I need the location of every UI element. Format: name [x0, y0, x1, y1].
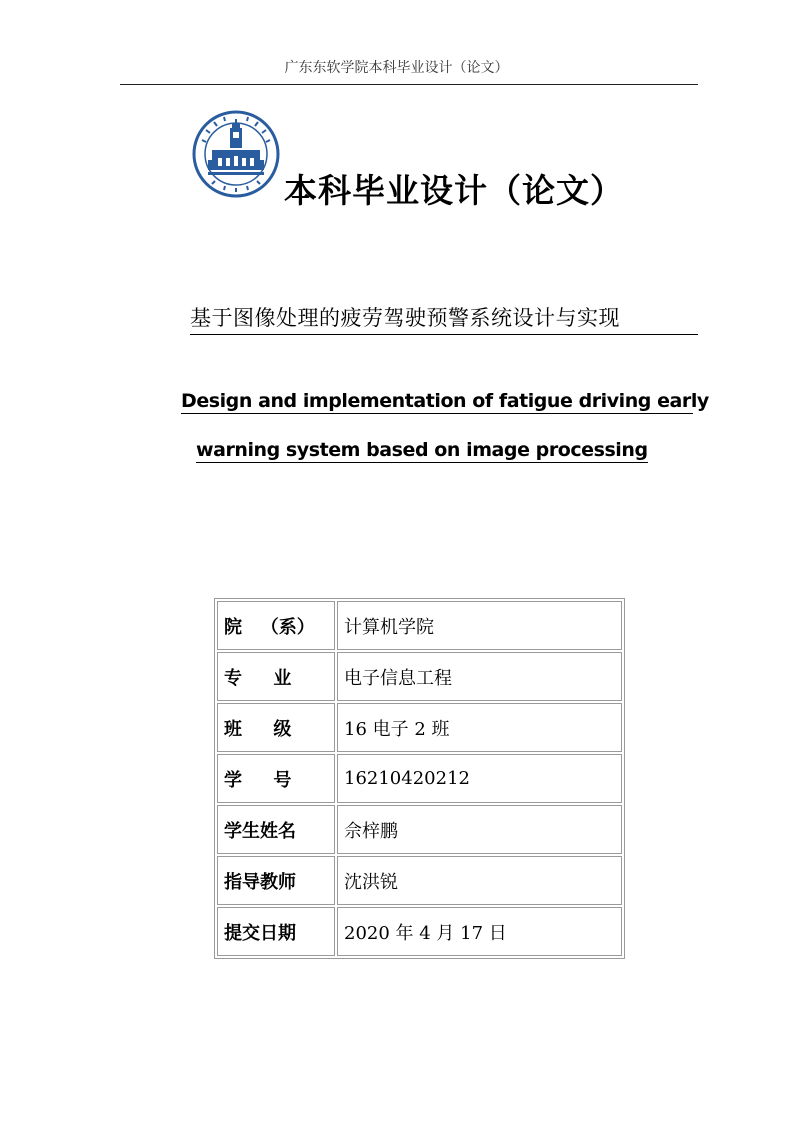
header-divider — [120, 84, 698, 85]
major-value: 电子信息工程 — [337, 652, 622, 701]
advisor-value: 沈洪锐 — [337, 856, 622, 905]
advisor-label: 指导教师 — [217, 856, 335, 905]
table-row — [217, 907, 622, 956]
table-row — [217, 652, 622, 701]
submission-date-value: 2020 年 4 月 17 日 — [337, 907, 622, 956]
table-row — [217, 601, 622, 650]
class-label: 班 级 — [217, 703, 335, 752]
thesis-title-chinese: 基于图像处理的疲劳驾驶预警系统设计与实现 — [190, 302, 698, 335]
university-seal-icon — [192, 110, 280, 198]
student-info-table — [214, 598, 625, 959]
department-value: 计算机学院 — [337, 601, 622, 650]
student-name-label: 学生姓名 — [217, 805, 335, 854]
table-row — [217, 703, 622, 752]
class-value: 16 电子 2 班 — [337, 703, 622, 752]
table-row — [217, 856, 622, 905]
thesis-title-english-line1: Design and implementation of fatigue driving early — [181, 390, 709, 412]
table-row — [217, 754, 622, 803]
submission-date-label: 提交日期 — [217, 907, 335, 956]
major-label: 专 业 — [217, 652, 335, 701]
student-id-value: 16210420212 — [337, 754, 622, 803]
thesis-title-english-line2: warning system based on image processing — [196, 439, 648, 461]
student-name-value: 佘梓鹏 — [337, 805, 622, 854]
page-header: 广东东软学院本科毕业设计（论文） — [284, 60, 509, 76]
table-row — [217, 805, 622, 854]
document-title: 本科毕业设计（论文） — [284, 171, 624, 210]
student-id-label: 学 号 — [217, 754, 335, 803]
department-label: 院 （系） — [217, 601, 335, 650]
